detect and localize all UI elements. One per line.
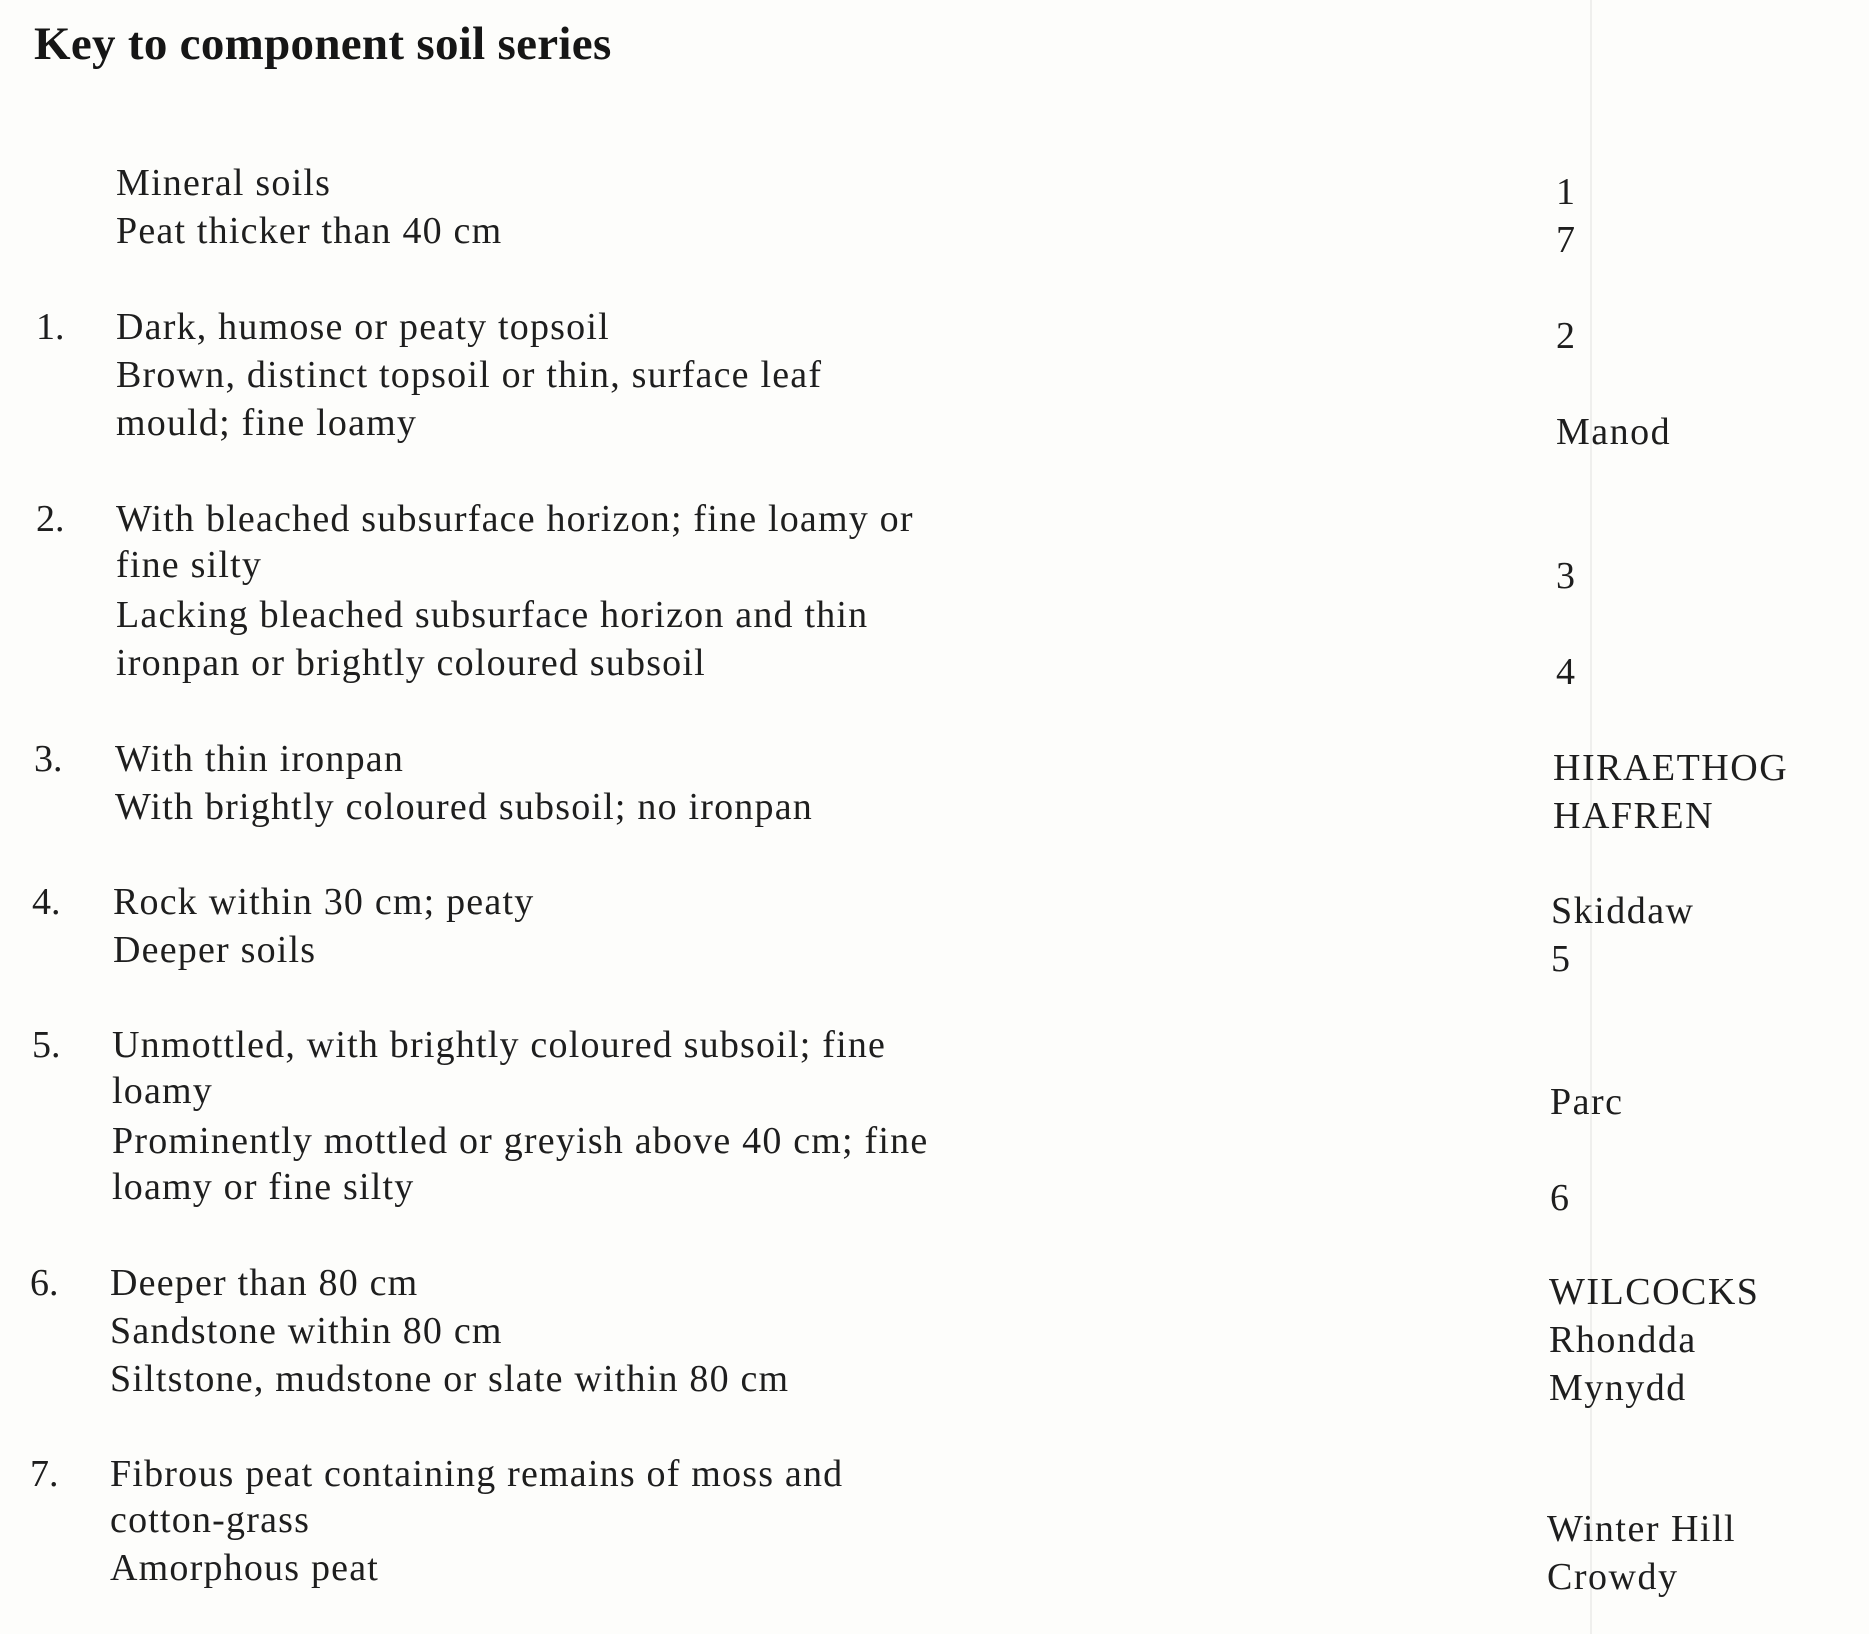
- entry-5-line-3: Prominently mottled or greyish above 40 cm; fine: [112, 1120, 929, 1162]
- entry-2-line-3: Lacking bleached subsurface horizon and thin: [116, 594, 869, 636]
- entry-3-result-1: HIRAETHOG: [1553, 747, 1789, 789]
- entry-5-result-2: 6: [1550, 1177, 1571, 1219]
- entry-2-result-2: 4: [1556, 651, 1577, 693]
- page-title: Key to component soil series: [34, 18, 612, 70]
- entry-5-line-2: loamy: [112, 1070, 213, 1112]
- entry-3-line-1: With thin ironpan: [115, 738, 405, 780]
- entry-2-result-1: 3: [1556, 555, 1577, 597]
- entry-7-result-2: Crowdy: [1547, 1556, 1679, 1598]
- entry-0-result-1: 1: [1556, 171, 1577, 213]
- entry-6-line-1: Deeper than 80 cm: [110, 1262, 419, 1304]
- entry-4-result-2: 5: [1551, 938, 1572, 980]
- entry-1-line-1: Dark, humose or peaty topsoil: [116, 306, 610, 348]
- entry-0-result-2: 7: [1556, 219, 1577, 261]
- entry-1-number: 1.: [36, 306, 65, 348]
- entry-4-result-1: Skiddaw: [1551, 890, 1695, 932]
- entry-7-number: 7.: [30, 1453, 59, 1495]
- entry-1-result-2: Manod: [1556, 411, 1672, 453]
- entry-0-line-1: Mineral soils: [116, 162, 332, 204]
- entry-1-result-1: 2: [1556, 315, 1577, 357]
- entry-4-line-1: Rock within 30 cm; peaty: [113, 881, 535, 923]
- entry-6-result-3: Mynydd: [1549, 1367, 1687, 1409]
- entry-6-line-2: Sandstone within 80 cm: [110, 1310, 503, 1352]
- entry-4-number: 4.: [32, 881, 61, 923]
- entry-3-line-2: With brightly coloured subsoil; no ironpan: [115, 786, 813, 828]
- entry-5-result-1: Parc: [1550, 1081, 1624, 1123]
- entry-5-line-4: loamy or fine silty: [112, 1166, 415, 1208]
- entry-5-number: 5.: [32, 1024, 61, 1066]
- entry-7-line-3: Amorphous peat: [110, 1547, 380, 1589]
- entry-1-line-3: mould; fine loamy: [116, 402, 418, 444]
- entry-5-line-1: Unmottled, with brightly coloured subsoil; fine: [112, 1024, 887, 1066]
- entry-3-number: 3.: [34, 738, 63, 780]
- entry-2-number: 2.: [36, 498, 65, 540]
- entry-6-number: 6.: [30, 1262, 59, 1304]
- entry-2-line-4: ironpan or brightly coloured subsoil: [116, 642, 706, 684]
- entry-7-line-2: cotton-grass: [110, 1499, 311, 1541]
- entry-1-line-2: Brown, distinct topsoil or thin, surface leaf: [116, 354, 823, 396]
- entry-2-line-2: fine silty: [116, 544, 263, 586]
- entry-3-result-2: HAFREN: [1553, 795, 1715, 837]
- entry-6-result-2: Rhondda: [1549, 1319, 1697, 1361]
- entry-6-line-3: Siltstone, mudstone or slate within 80 cm: [110, 1358, 790, 1400]
- entry-6-result-1: WILCOCKS: [1549, 1271, 1760, 1313]
- entry-2-line-1: With bleached subsurface horizon; fine loamy or: [116, 498, 914, 540]
- entry-4-line-2: Deeper soils: [113, 929, 317, 971]
- entry-0-line-2: Peat thicker than 40 cm: [116, 210, 503, 252]
- entry-7-line-1: Fibrous peat containing remains of moss and: [110, 1453, 844, 1495]
- entry-7-result-1: Winter Hill: [1547, 1508, 1737, 1550]
